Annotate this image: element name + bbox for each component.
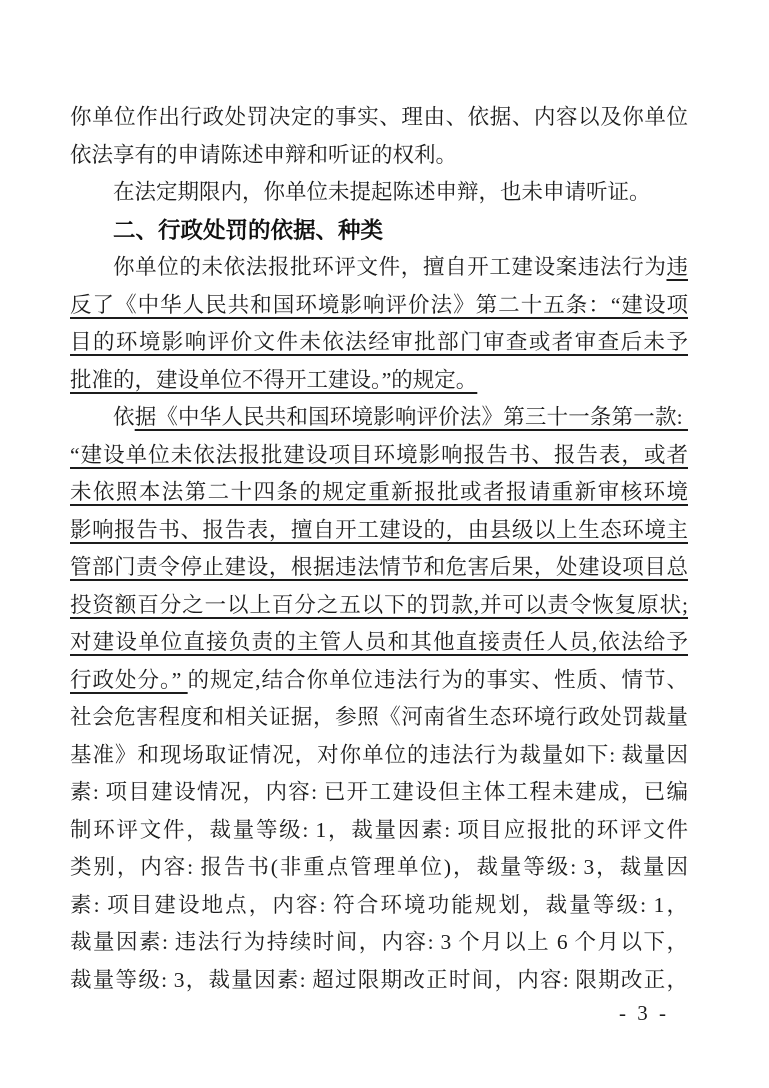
text-segment: 制环评文件，裁量等级: 1，裁量因素: 项目应报批的环评文件 bbox=[70, 817, 688, 842]
underlined-text-segment: 目的环境影响评价文件未依法经审批部门审查或者审查后未予 bbox=[70, 330, 688, 354]
page-number: - 3 - bbox=[619, 1001, 669, 1025]
text-line bbox=[70, 812, 688, 850]
text-segment: 二、行政处罚的依据、种类 bbox=[113, 217, 384, 243]
text-segment: 类别，内容: 报告书(非重点管理单位)，裁量等级: 3，裁量因 bbox=[70, 855, 688, 879]
text-segment: 依法享有的申请陈述申辩和听证的权利。 bbox=[70, 142, 458, 167]
text-segment: 依 bbox=[113, 405, 135, 429]
text-line bbox=[70, 887, 688, 925]
text-segment: 的规定,结合你单位违法行为的事实、性质、情节、 bbox=[187, 667, 688, 692]
text-line bbox=[70, 699, 688, 737]
text-segment: 在法定期限内，你单位未提起陈述申辩，也未申请听证。 bbox=[113, 180, 651, 204]
text-line bbox=[70, 662, 688, 700]
text-line bbox=[70, 924, 688, 962]
text-line bbox=[70, 962, 688, 1000]
underlined-text-segment: 未依照本法第二十四条的规定重新报批或者报请重新审核环境 bbox=[70, 480, 688, 504]
section-heading bbox=[70, 212, 688, 250]
underlined-text-segment: 影响报告书、报告表，擅自开工建设的，由县级以上生态环境主 bbox=[70, 517, 688, 542]
underlined-text-segment: 据《中华人民共和国环境影响评价法》第三十一条第一款: bbox=[134, 405, 688, 429]
text-line bbox=[70, 137, 688, 175]
text-line bbox=[70, 249, 688, 287]
text-segment: 社会危害程度和相关证据，参照《河南省生态环境行政处罚裁量 bbox=[70, 705, 688, 729]
text-line bbox=[70, 437, 688, 475]
text-line bbox=[70, 774, 688, 812]
underlined-text-segment: 批准的，建设单位不得开工建设。”的规定。 bbox=[70, 367, 478, 392]
text-segment: 你单位的未依法报批环评文件，擅自开工建设案违法行为 bbox=[113, 255, 667, 279]
text-line bbox=[70, 587, 688, 625]
text-segment: 你单位作出行政处罚决定的事实、理由、依据、内容以及你单位 bbox=[70, 105, 688, 129]
text-line bbox=[70, 324, 688, 362]
text-line bbox=[70, 174, 688, 212]
text-segment: 基准》和现场取证情况，对你单位的违法行为裁量如下: 裁量因 bbox=[70, 742, 688, 767]
text-line bbox=[70, 512, 688, 550]
text-line bbox=[70, 287, 688, 325]
text-line bbox=[70, 99, 688, 137]
underlined-text-segment: 违 bbox=[666, 255, 688, 279]
underlined-text-segment: 对建设单位直接负责的主管人员和其他直接责任人员,依法给予 bbox=[70, 630, 688, 654]
underlined-text-segment: “建设单位未依法报批建设项目环境影响报告书、报告表，或者 bbox=[70, 442, 688, 467]
text-line bbox=[70, 849, 688, 887]
text-segment: 裁量因素: 违法行为持续时间，内容: 3 个月以上 6 个月以下， bbox=[70, 930, 688, 954]
underlined-text-segment: 反了《中华人民共和国环境影响评价法》第二十五条：“建设项 bbox=[70, 292, 688, 317]
text-segment: 裁量等级: 3，裁量因素: 超过限期改正时间，内容: 限期改正， bbox=[70, 967, 688, 992]
text-line bbox=[70, 549, 688, 587]
text-line bbox=[70, 474, 688, 512]
document-body bbox=[70, 99, 688, 999]
underlined-text-segment: 管部门责令停止建设，根据违法情节和危害后果，处建设项目总 bbox=[70, 555, 688, 579]
underlined-text-segment: 投资额百分之一以上百分之五以下的罚款,并可以责令恢复原状; bbox=[70, 592, 688, 617]
text-segment: 素: 项目建设情况，内容: 已开工建设但主体工程未建成，已编 bbox=[70, 780, 688, 804]
underlined-text-segment: 行政处分。” bbox=[70, 667, 188, 692]
text-line bbox=[70, 624, 688, 662]
text-line bbox=[70, 737, 688, 775]
text-line bbox=[70, 399, 688, 437]
text-segment: 素: 项目建设地点，内容: 符合环境功能规划，裁量等级: 1， bbox=[70, 892, 688, 917]
text-line bbox=[70, 362, 688, 400]
